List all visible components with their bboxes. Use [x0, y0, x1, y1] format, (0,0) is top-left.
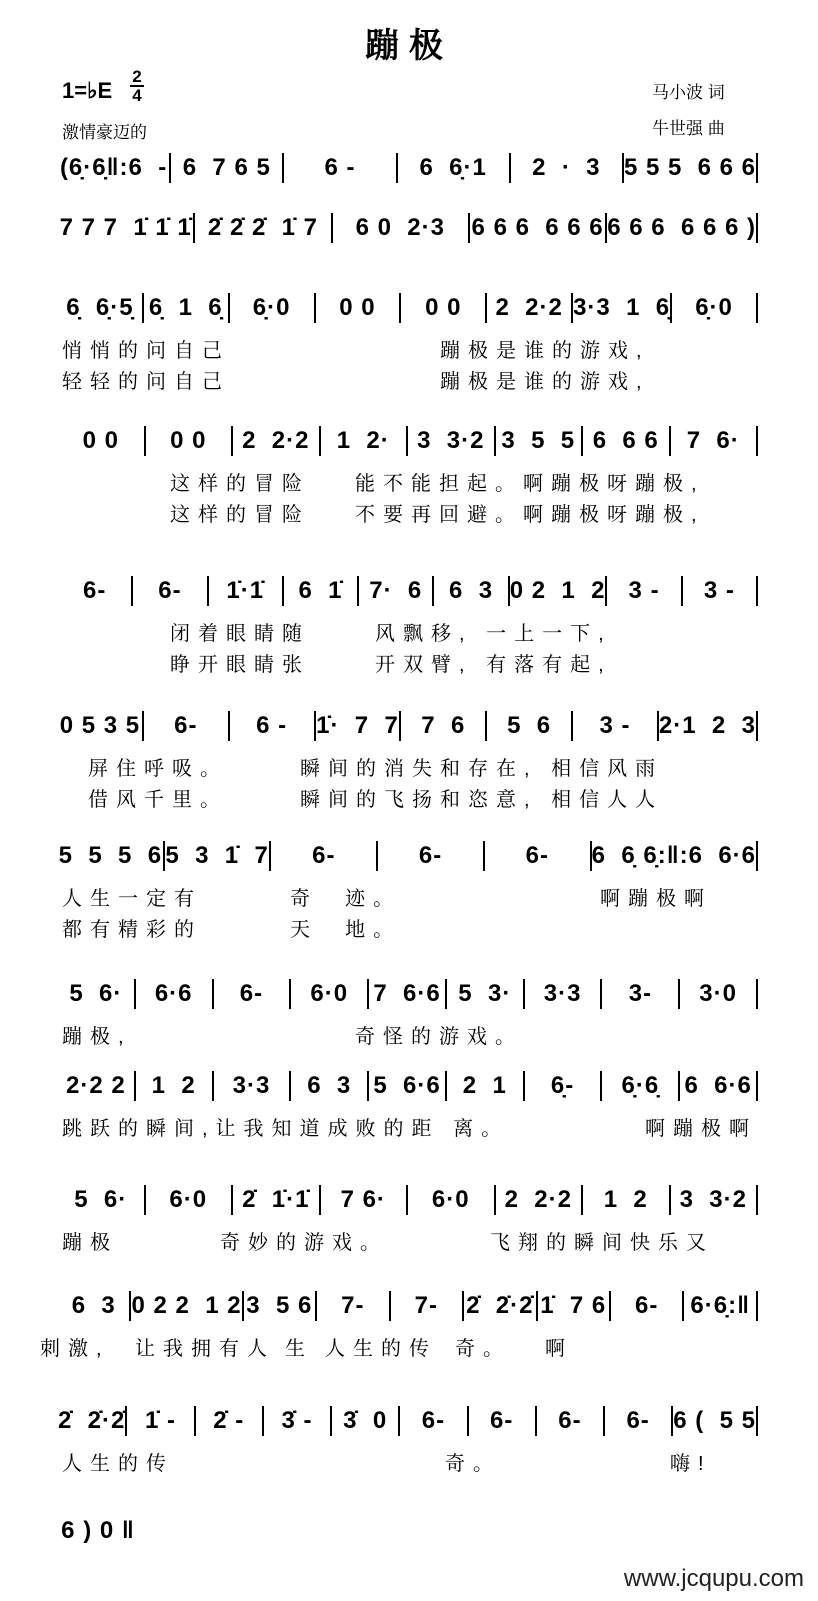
measure: 6̣ 6̣·5̣: [58, 293, 144, 323]
measure: 6-: [605, 1406, 673, 1436]
time-signature-bottom: 4: [132, 86, 142, 105]
measure: 6 6 6 6 6 6: [470, 213, 607, 243]
measure: 5 5 5 6 6 6: [623, 154, 757, 181]
measure: 2 2·2: [487, 293, 573, 323]
lyric-verse-2: 这样的冒险: [170, 504, 310, 526]
measure: 5 5 5 6: [58, 841, 165, 871]
measure: 6·0: [146, 1185, 234, 1215]
measure: 3 5 6: [244, 1291, 317, 1321]
lyric-verse-2: 睁开眼睛张: [170, 654, 310, 676]
notation-line: [58, 1184, 758, 1216]
measure: 0 0: [401, 293, 487, 323]
notation-line: [58, 212, 758, 244]
measure: 7 7 7 1̇ 1̇ 1̇: [58, 213, 195, 243]
measure: 6-: [485, 841, 592, 871]
lyric-verse-1: 让我拥有人: [135, 1338, 275, 1360]
measure: 6·0: [408, 1185, 496, 1215]
lyric-verse-1: 人生的传: [62, 1453, 174, 1475]
lyric-verse-1: 啊蹦极啊: [645, 1118, 757, 1140]
notation-line: [58, 1515, 138, 1547]
measure: 2·1 2 3: [658, 712, 756, 739]
tempo-mark: 激情豪迈的: [62, 123, 147, 142]
lyric-verse-1: 嗨!: [670, 1453, 712, 1475]
measure: 3 -: [573, 711, 659, 741]
measure: 1̇ 7 6: [538, 1291, 611, 1321]
lyric-verse-1: 飞翔的瞬间快乐又: [490, 1232, 714, 1254]
measure: 6̣ 1 6̣: [144, 293, 230, 323]
measure: 6 3: [58, 1291, 131, 1321]
measure: 3·3 1 6̣: [573, 294, 671, 321]
measure: 6 1̇: [284, 576, 359, 606]
measure: 2 · 3: [511, 153, 624, 183]
measure: 1̇·1̇: [209, 576, 284, 606]
lyric-verse-1: 能不能担起。啊蹦极呀蹦极,: [355, 473, 705, 495]
measure: 2 2·2: [233, 426, 321, 456]
lyric-verse-1: 奇妙的游戏。: [220, 1232, 388, 1254]
notation-line: [58, 1070, 758, 1102]
lyric-verse-2: 都有精彩的: [62, 919, 202, 941]
lyric-verse-1: 人生一定有: [62, 888, 202, 910]
lyric-verse-1: 跳跃的瞬间,让我知道成败的距 离。: [62, 1118, 510, 1140]
measure: 6-: [378, 841, 485, 871]
measure: 2 1: [447, 1071, 525, 1101]
measure: 7 6·: [321, 1185, 409, 1215]
measure: 6 6̣ 6̣:‖:6 6·6: [591, 842, 757, 869]
measure: 3-: [602, 979, 680, 1009]
key-signature: 1=♭E: [62, 78, 113, 103]
measure: 7 6·6: [369, 979, 447, 1009]
measure: 3 3·2: [671, 1185, 759, 1215]
measure: 1 2·: [321, 426, 409, 456]
measure: 6 ) 0 ‖: [61, 1517, 135, 1544]
time-signature: [130, 68, 144, 104]
lyric-verse-1: 啊: [545, 1338, 573, 1360]
measure: 6-: [58, 576, 133, 606]
measure: 3 -: [607, 576, 682, 606]
measure: 1̇· 7 7: [316, 711, 402, 741]
lyric-verse-1: 奇。: [455, 1338, 511, 1360]
lyric-verse-1: 闭着眼睛随: [170, 623, 310, 645]
lyric-verse-1: 蹦极是谁的游戏,: [440, 340, 650, 362]
measure: 3·0: [680, 979, 758, 1009]
measure: 7· 6: [359, 576, 434, 606]
lyric-verse-2: 不要再回避。啊蹦极呀蹦极,: [355, 504, 705, 526]
lyric-verse-1: 奇怪的游戏。: [355, 1026, 523, 1048]
measure: 1 2: [583, 1185, 671, 1215]
measure: 2̇ 2̇·2̇: [58, 1407, 126, 1434]
measure: 7-: [317, 1291, 390, 1321]
lyric-verse-2: 天 地。: [290, 919, 402, 941]
measure: 6·6: [136, 979, 214, 1009]
measure: 1̇ -: [127, 1406, 195, 1436]
measure: 0 0: [58, 426, 146, 456]
lyric-verse-1: 风飘移, 一上一下,: [375, 623, 612, 645]
measure: 3 5 5: [496, 426, 584, 456]
measure: 6 -: [284, 153, 397, 183]
measure: 6̣·6̣: [602, 1071, 680, 1101]
notation-line: [58, 978, 758, 1010]
composer: 牛世强 曲: [652, 119, 725, 138]
measure: 6 3: [291, 1071, 369, 1101]
measure: 7-: [391, 1291, 464, 1321]
measure: 3 3·2: [408, 426, 496, 456]
measure: 5 6·: [58, 1185, 146, 1215]
measure: 6-: [214, 979, 292, 1009]
lyric-verse-2: 蹦极是谁的游戏,: [440, 371, 650, 393]
lyric-verse-1: 奇 迹。: [290, 888, 402, 910]
measure: 0 2 1 2: [509, 577, 606, 604]
measure: 2̇ 1̇·1̇: [233, 1185, 321, 1215]
measure: 5 3 1̇ 7: [165, 841, 272, 871]
measure: 0 2 2 1 2: [131, 1292, 242, 1319]
lyric-verse-1: 蹦极,: [62, 1026, 132, 1048]
measure: 6-: [611, 1291, 684, 1321]
measure: 2̇ -: [196, 1406, 264, 1436]
measure: 6 ( 5 5: [673, 1407, 756, 1434]
measure: 3·3: [214, 1071, 292, 1101]
lyric-verse-1: 悄悄的问自己: [62, 340, 230, 362]
notation-line: [58, 1290, 758, 1322]
measure: 5 3·: [447, 979, 525, 1009]
measure: 6 6 6 6 6 6 ): [607, 214, 757, 241]
measure: 6 6̣·1: [398, 153, 511, 183]
measure: 0 5 3 5: [58, 711, 144, 741]
measure: 6·0: [291, 979, 369, 1009]
measure: 3̇ 0: [332, 1406, 400, 1436]
measure: 0 0: [146, 426, 234, 456]
measure: 6-: [144, 711, 230, 741]
lyric-verse-1: 屏住呼吸。: [88, 758, 228, 780]
measure: 2·2 2: [58, 1071, 136, 1101]
lyric-verse-2: 瞬间的飞扬和恣意, 相信人人: [300, 789, 664, 811]
watermark: www.jcqupu.com: [623, 1565, 804, 1592]
measure: 7 6: [401, 711, 487, 741]
lyric-verse-1: 生: [285, 1338, 313, 1360]
measure: 3 -: [683, 576, 758, 606]
measure: (6̣·6̣‖:6 -: [58, 153, 171, 183]
lyric-verse-1: 人生的传: [325, 1338, 437, 1360]
measure: 6 6 6: [583, 426, 671, 456]
measure: 2̇ 2̇ 2̇ 1̇ 7: [195, 213, 332, 243]
measure: 6-: [537, 1406, 605, 1436]
lyric-verse-2: 借风千里。: [88, 789, 228, 811]
measure: 1 2: [136, 1071, 214, 1101]
notation-line: [58, 425, 758, 457]
measure: 5 6·: [58, 979, 136, 1009]
measure: 6̣·0: [230, 293, 316, 323]
measure: 6·6̣:‖: [684, 1291, 757, 1321]
lyric-verse-2: 轻轻的问自己: [62, 371, 230, 393]
notation-line: [58, 292, 758, 324]
lyricist: 马小波 词: [652, 83, 725, 102]
notation-line: [58, 152, 758, 184]
measure: 3·3: [525, 979, 603, 1009]
measure: 6-: [133, 576, 208, 606]
measure: 6-: [271, 841, 378, 871]
measure: 6̣·0: [672, 293, 758, 323]
notation-line: [58, 840, 758, 872]
lyric-verse-2: 开双臂, 有落有起,: [375, 654, 612, 676]
lyric-verse-1: 蹦极: [62, 1232, 118, 1254]
lyric-verse-1: 这样的冒险: [170, 473, 310, 495]
measure: 7 6·: [671, 426, 759, 456]
measure: 6 6·6: [680, 1071, 758, 1101]
measure: 5 6·6: [369, 1071, 447, 1101]
measure: 6̣-: [525, 1071, 603, 1101]
measure: 6-: [469, 1406, 537, 1436]
measure: 0 0: [316, 293, 402, 323]
notation-line: [58, 710, 758, 742]
notation-line: [58, 575, 758, 607]
time-signature-top: 2: [132, 67, 142, 86]
measure: 2̇ 2̇·2̇: [464, 1291, 537, 1321]
measure: 3̇ -: [264, 1406, 332, 1436]
measure: 2 2·2: [496, 1185, 584, 1215]
song-title: 蹦极: [365, 27, 453, 65]
measure: 6 3: [434, 576, 509, 606]
measure: 6 0 2·3: [333, 213, 470, 243]
measure: 6-: [400, 1406, 468, 1436]
lyric-verse-1: 刺激,: [40, 1338, 110, 1360]
lyric-verse-1: 瞬间的消失和存在, 相信风雨: [300, 758, 664, 780]
measure: 5 6: [487, 711, 573, 741]
measure: 6 -: [230, 711, 316, 741]
lyric-verse-1: 奇。: [445, 1453, 501, 1475]
measure: 6 7 6 5: [171, 153, 284, 183]
lyric-verse-1: 啊蹦极啊: [600, 888, 712, 910]
notation-line: [58, 1405, 758, 1437]
